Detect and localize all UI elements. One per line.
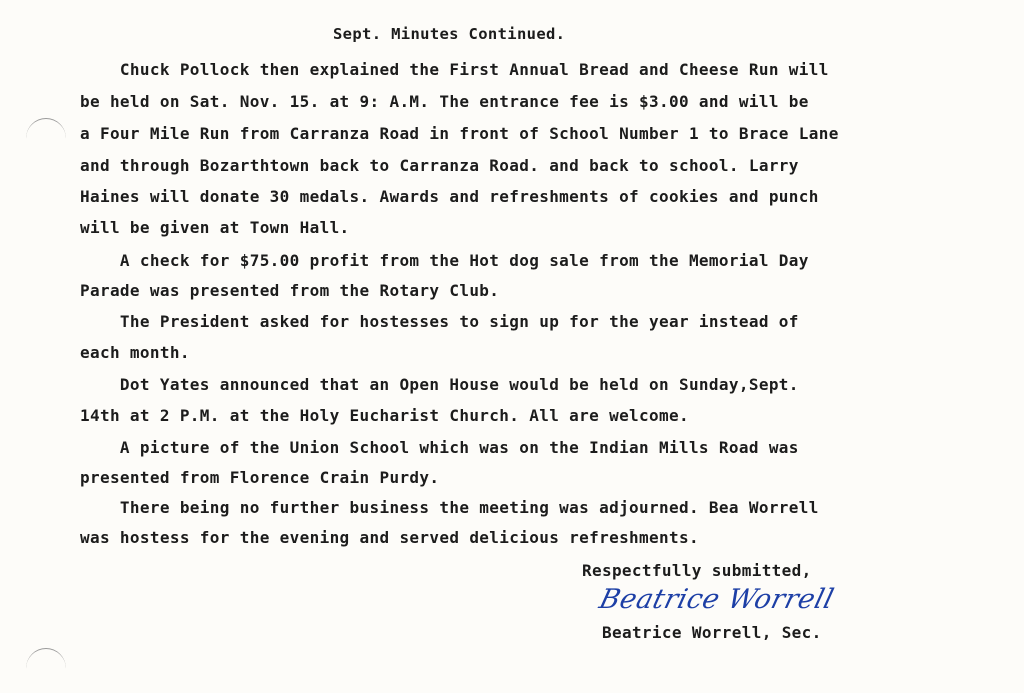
- body-line: a Four Mile Run from Carranza Road in front of School Number 1 to Brace Lane: [80, 124, 839, 143]
- body-line: and through Bozarthtown back to Carranza Road. and back to school. Larry: [80, 156, 799, 175]
- handwritten-signature: Beatrice Worrell: [596, 584, 838, 615]
- body-line: will be given at Town Hall.: [80, 218, 350, 237]
- body-line: Parade was presented from the Rotary Club.: [80, 281, 500, 300]
- body-line: each month.: [80, 343, 190, 362]
- closing-line: Respectfully submitted,: [582, 561, 812, 580]
- page-title: Sept. Minutes Continued.: [333, 25, 566, 43]
- body-line: There being no further business the meeting was adjourned. Bea Worrell: [80, 498, 819, 517]
- signer-line: Beatrice Worrell, Sec.: [602, 623, 822, 642]
- body-line: A check for $75.00 profit from the Hot dog sale from the Memorial Day: [80, 251, 809, 270]
- body-line: was hostess for the evening and served delicious refreshments.: [80, 528, 699, 547]
- body-line: Dot Yates announced that an Open House would be held on Sunday,Sept.: [80, 375, 799, 394]
- punch-hole-mark-bottom: [26, 648, 66, 689]
- body-line: Haines will donate 30 medals. Awards and refreshments of cookies and punch: [80, 187, 819, 206]
- body-line: 14th at 2 P.M. at the Holy Eucharist Church. All are welcome.: [80, 406, 689, 425]
- body-line: A picture of the Union School which was on the Indian Mills Road was: [80, 438, 799, 457]
- body-line: The President asked for hostesses to sign up for the year instead of: [80, 312, 799, 331]
- punch-hole-mark-top: [26, 118, 66, 159]
- body-line: presented from Florence Crain Purdy.: [80, 468, 440, 487]
- body-line: Chuck Pollock then explained the First Annual Bread and Cheese Run will: [80, 60, 829, 79]
- body-line: be held on Sat. Nov. 15. at 9: A.M. The entrance fee is $3.00 and will be: [80, 92, 809, 111]
